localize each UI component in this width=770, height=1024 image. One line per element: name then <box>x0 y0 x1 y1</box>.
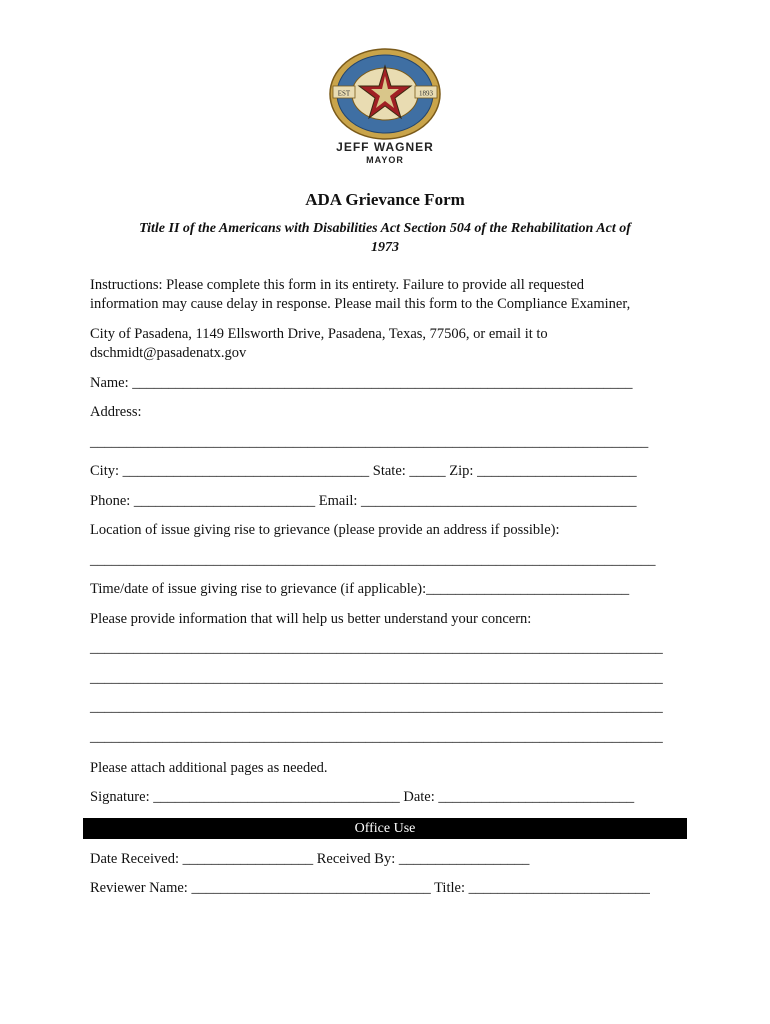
phone-email-field[interactable]: Phone: _________________________ Email: ______________________________________ <box>90 493 637 509</box>
concern-field-line[interactable]: _______________________________________________________________________________ <box>90 670 663 686</box>
city-state-zip-field[interactable]: City: __________________________________ State: _____ Zip: ______________________ <box>90 463 637 479</box>
mayor-name: JEFF WAGNER <box>336 140 434 154</box>
city-seal-logo <box>327 46 443 142</box>
mayor-title: MAYOR <box>366 155 404 165</box>
attach-note: Please attach additional pages as needed. <box>90 760 328 776</box>
reviewer-title-field[interactable]: Reviewer Name: _________________________________ Title: _________________________ <box>90 880 650 896</box>
form-title: ADA Grievance Form <box>305 190 465 209</box>
seal-est-text: EST <box>337 89 351 98</box>
address-label: Address: <box>90 404 142 420</box>
date-received-field[interactable]: Date Received: __________________ Received By: __________________ <box>90 851 530 867</box>
seal-year-text: 1893 <box>419 89 433 98</box>
instructions-paragraph-1: Instructions: Please complete this form in its entirety. Failure to provide all requested information may cause delay in response. Please mail this form to the Compliance Examiner, <box>90 277 631 312</box>
instructions-paragraph-2: City of Pasadena, 1149 Ellsworth Drive, Pasadena, Texas, 77506, or email it to dschmidt@pasadenatx.gov <box>90 326 548 361</box>
concern-field-line[interactable]: _______________________________________________________________________________ <box>90 729 663 745</box>
concern-label: Please provide information that will help us better understand your concern: <box>90 611 532 627</box>
name-field[interactable]: Name: _____________________________________________________________________ <box>90 375 633 391</box>
concern-field-line[interactable]: _______________________________________________________________________________ <box>90 640 663 656</box>
concern-field-line[interactable]: _______________________________________________________________________________ <box>90 699 663 715</box>
signature-date-field[interactable]: Signature: __________________________________ Date: ___________________________ <box>90 789 635 805</box>
location-field[interactable]: ______________________________________________________________________________ <box>90 552 656 568</box>
address-field[interactable]: _____________________________________________________________________________ <box>90 434 649 450</box>
location-label: Location of issue giving rise to grievance (please provide an address if possible): <box>90 522 560 538</box>
form-subtitle: Title II of the Americans with Disabilities Act Section 504 of the Rehabilitation Act of 1973 <box>139 221 631 255</box>
time-date-field[interactable]: Time/date of issue giving rise to grievance (if applicable):____________________________ <box>90 581 630 597</box>
office-use-bar: Office Use <box>83 818 687 839</box>
